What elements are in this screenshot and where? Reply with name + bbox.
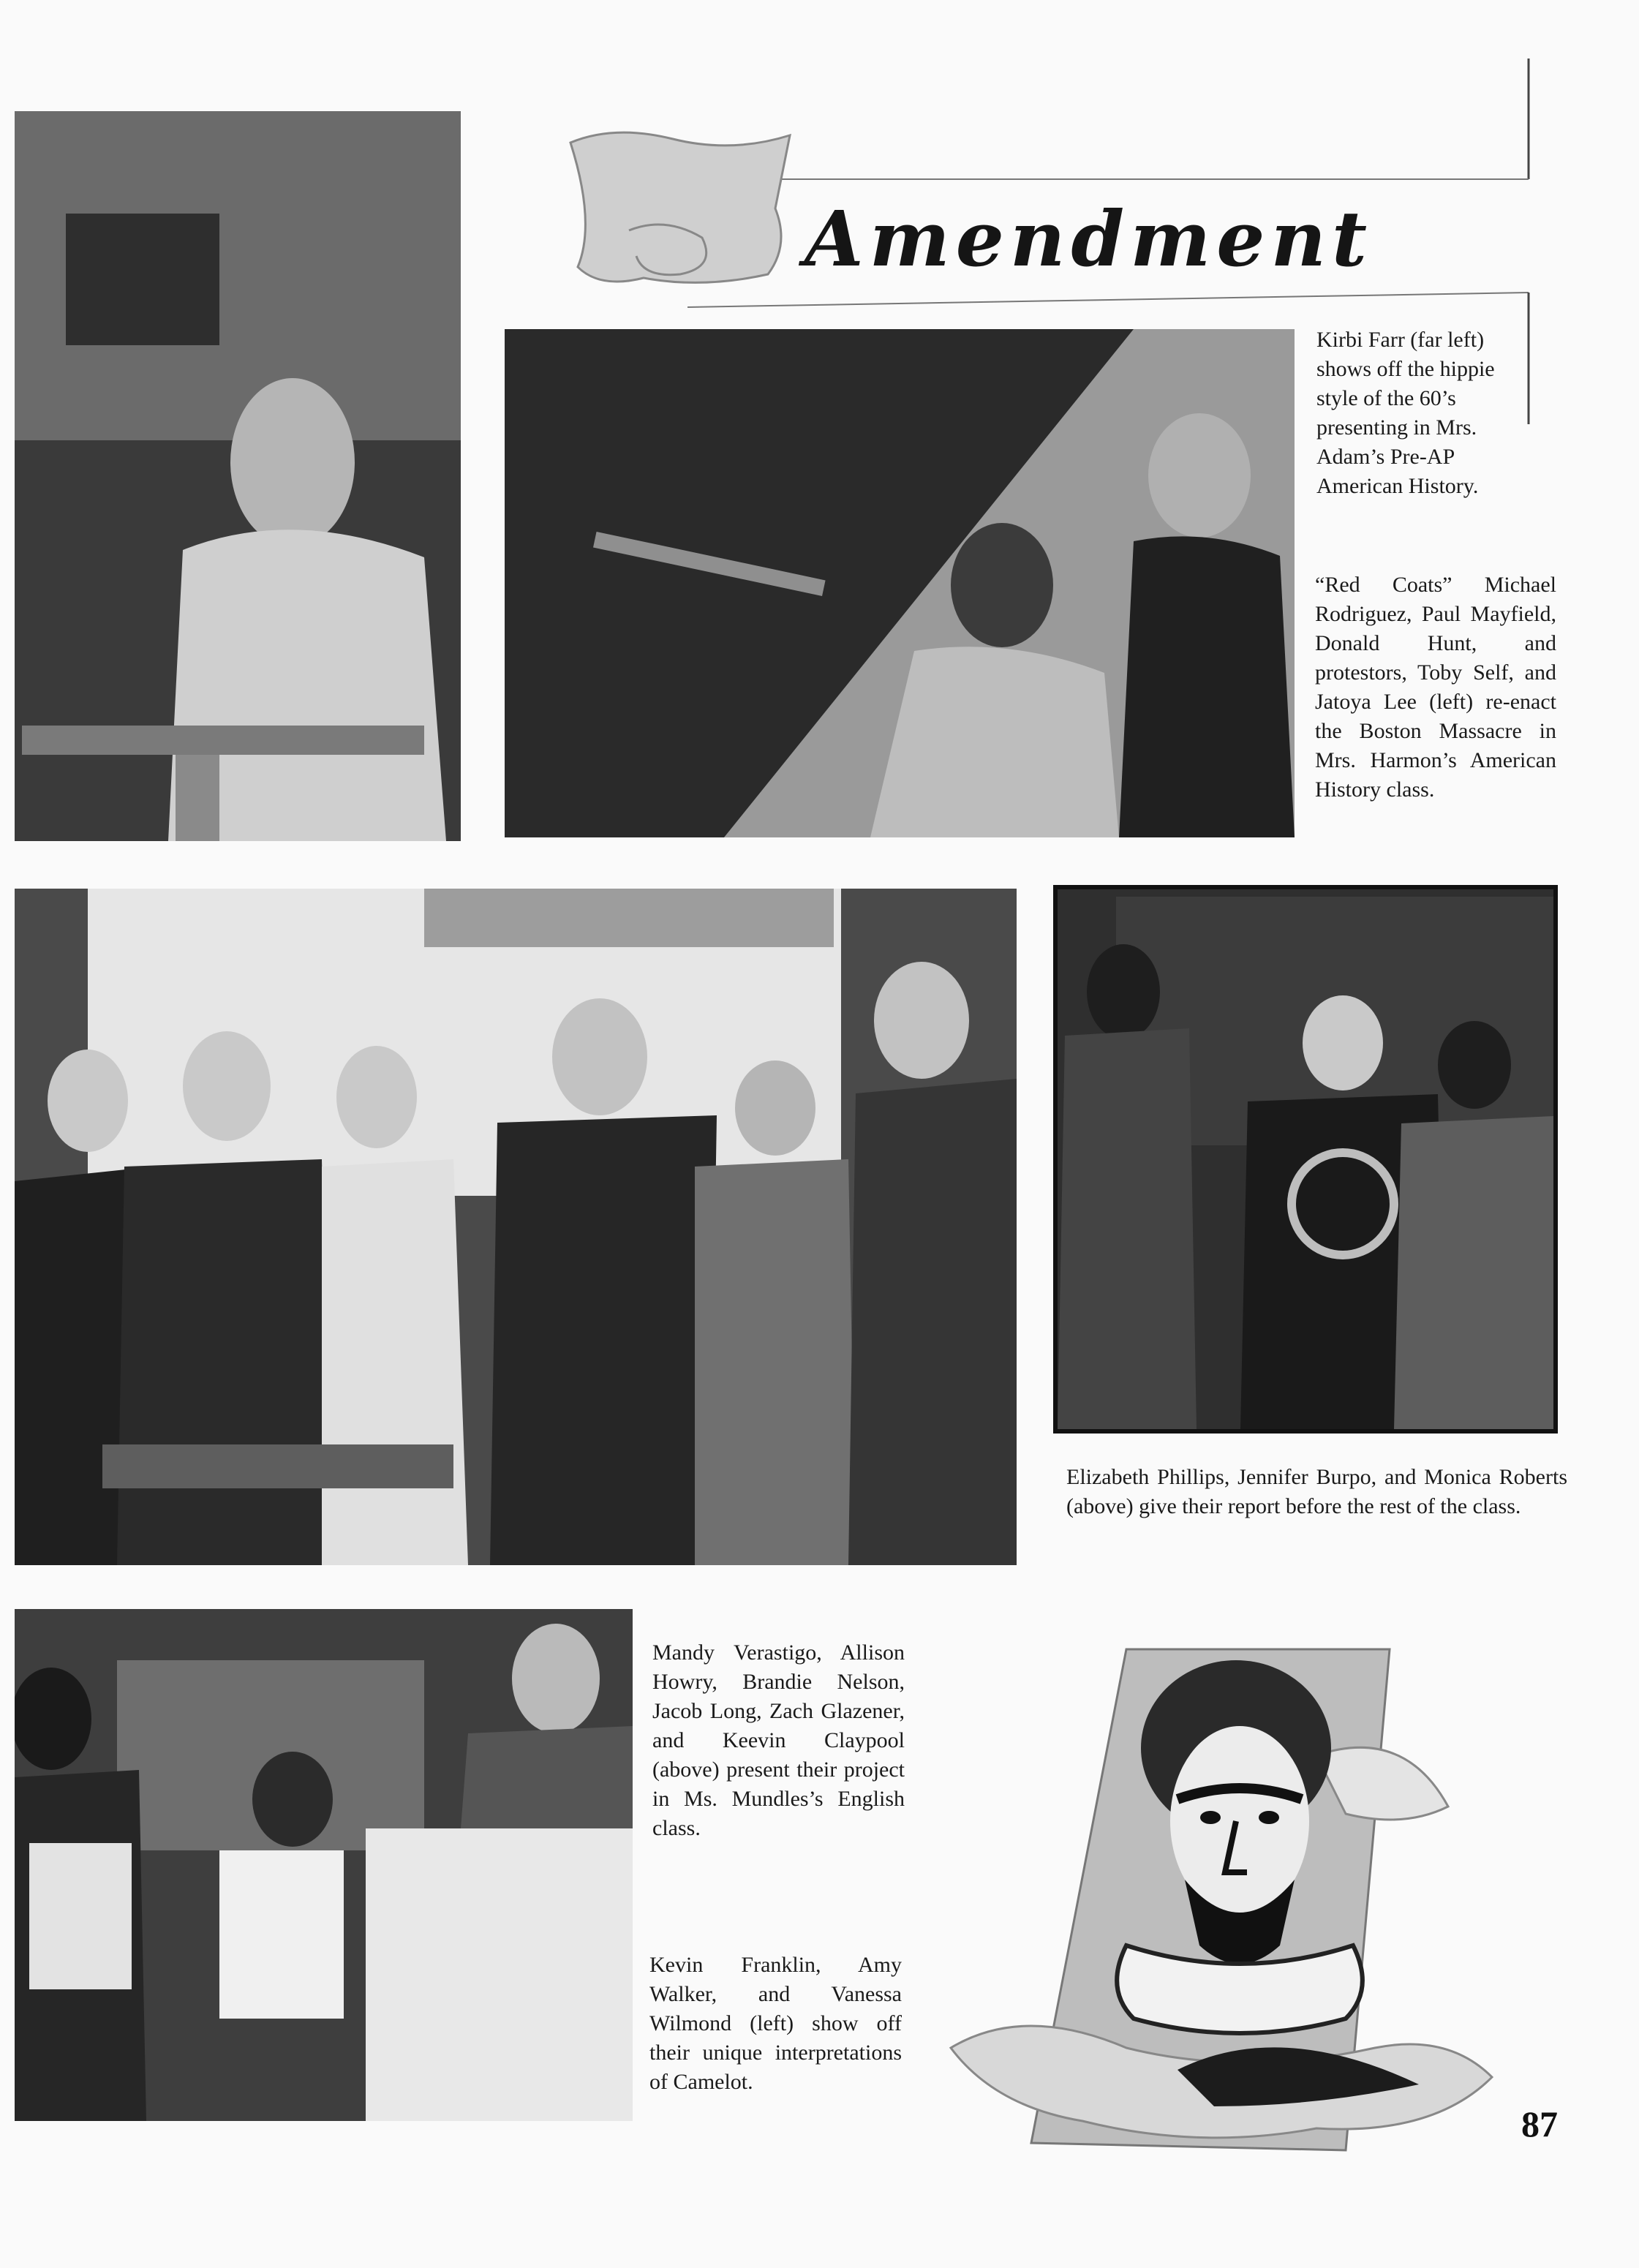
photo-english-project-image <box>15 889 1017 1565</box>
caption-boston-massacre: “Red Coats” Michael Rodriguez, Paul Mayfield, Donald Hunt, and protestors, Toby Self, and Jatoya Lee (left) re-enact the Boston Massacre in Mrs. Harmon’s American History class. <box>1315 573 1556 802</box>
scroll-icon <box>556 121 805 296</box>
photo-report-presentation <box>1053 885 1558 1433</box>
photo-english-project <box>15 889 1017 1565</box>
photo-camelot-image <box>15 1609 633 2121</box>
photo-hippie-style <box>15 111 461 841</box>
photo-report-presentation-image <box>1058 889 1553 1429</box>
caption-english-project: Mandy Verastigo, Allison Howry, Brandie Nelson, Jacob Long, Zach Glazener, and Keevin Claypool (above) present their project in Ms. Mundles’s English class. <box>652 1640 905 1840</box>
photo-hippie-style-image <box>15 111 461 841</box>
caption-hippie-style: Kirbi Farr (far left) shows off the hippie style of the 60’s presenting in Mrs. Adam’s Pre-AP American History. <box>1316 328 1495 498</box>
photo-boston-massacre-image <box>505 329 1295 837</box>
shakespeare-illustration <box>936 1638 1580 2180</box>
caption-camelot: Kevin Franklin, Amy Walker, and Vanessa Wilmond (left) show off their unique interpretations of Camelot. <box>649 1953 902 2094</box>
caption-report-presentation: Elizabeth Phillips, Jennifer Burpo, and Monica Roberts (above) give their report before the rest of the class. <box>1066 1465 1567 1518</box>
photo-boston-massacre <box>505 329 1295 837</box>
photo-camelot <box>15 1609 633 2121</box>
page-title: Amendment <box>805 194 1374 284</box>
page-number: 87 <box>1521 2103 1558 2144</box>
